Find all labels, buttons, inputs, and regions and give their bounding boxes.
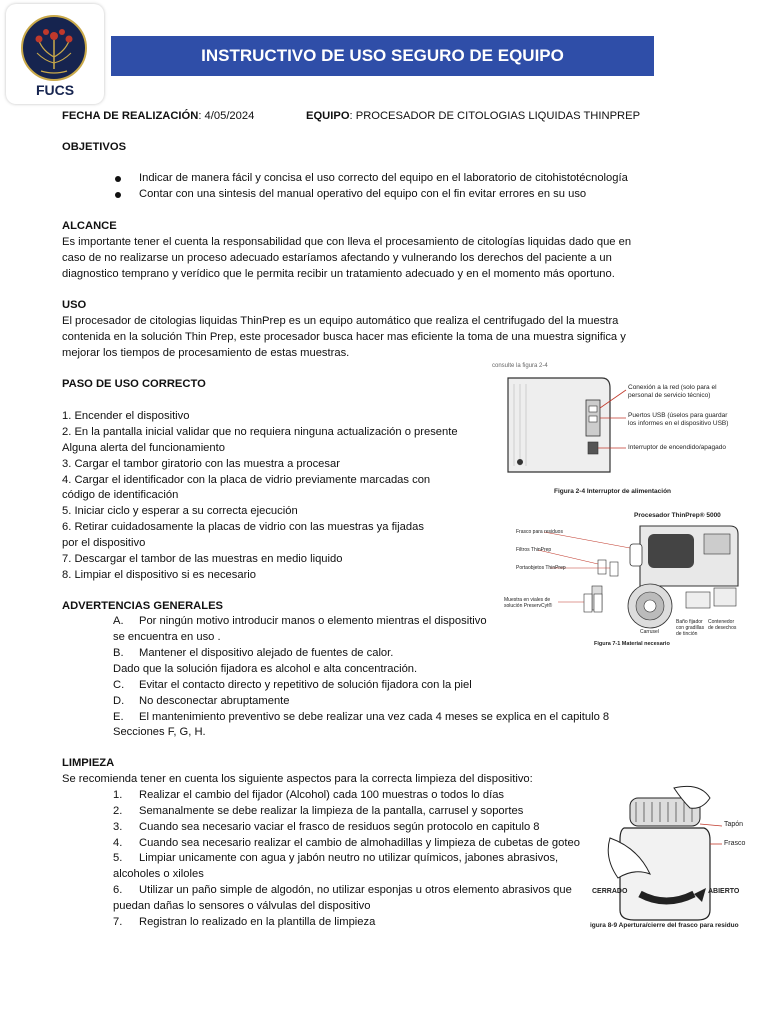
logo-emblem — [21, 15, 87, 81]
list-marker: 6. — [113, 884, 123, 896]
label-waste-container-cont: de desechos — [708, 625, 737, 631]
label-cerrado: CERRADO — [592, 888, 628, 895]
logo-text: FUCS — [35, 82, 75, 98]
figure-device-title: Procesador ThinPrep® 5000 — [634, 512, 721, 519]
figure-caption: Figura 7-1 Material necesario — [594, 641, 670, 647]
limpieza-cont: puedan dañas lo sensores o válvulas del dispositivo — [113, 900, 371, 912]
objetivo-item: Contar con una sintesis del manual operativo del equipo con el fin evitar errores en su uso — [139, 188, 587, 200]
fecha-label: FECHA DE REALIZACIÓN — [62, 110, 199, 122]
objetivos-heading: OBJETIVOS — [62, 141, 127, 153]
list-marker: D. — [113, 695, 125, 707]
paso-line: 3. Cargar el tambor giratorio con las muestra a procesar — [62, 458, 340, 470]
advertencia-item: El mantenimiento preventivo se debe realizar una vez cada 4 meses se explica en el capitulo 8 — [139, 711, 610, 723]
label-fixative-bath-cont: con gradillas — [676, 625, 705, 631]
label-network: Conexión a la red (solo para el — [628, 384, 717, 391]
advertencia-item: Por ningún motivo introducir manos o elemento mientras el dispositivo — [139, 615, 487, 627]
limpieza-heading: LIMPIEZA — [62, 757, 115, 769]
limpieza-intro: Se recomienda tener en cuenta los siguiente aspectos para la correcta limpieza del dispositivo: — [62, 773, 533, 785]
figure-top-fragment: consulte la figura 2-4 — [492, 363, 548, 369]
label-abierto: ABIERTO — [708, 888, 740, 895]
equipo-row — [306, 110, 640, 122]
label-fixative-bath-cont: de tinción — [676, 631, 698, 637]
paso-line: por el dispositivo — [62, 537, 146, 549]
equipo-label: EQUIPO — [306, 110, 350, 122]
pasos-heading: PASO DE USO CORRECTO — [62, 378, 206, 390]
label-carousel: Carrusel — [640, 629, 659, 635]
alcance-line: caso de no realizarse un proceso adecuado estaríamos afectando y vulnerando los derechos del paciente a un — [62, 252, 612, 264]
uso-heading: USO — [62, 299, 87, 311]
advertencias-heading: ADVERTENCIAS GENERALES — [62, 600, 223, 612]
label-filters: Filtros ThinPrep — [516, 547, 552, 553]
figure-materials — [498, 508, 766, 652]
advertencia-cont: Dado que la solución fijadora es alcohol e alta concentración. — [113, 663, 418, 675]
paso-line: Alguna alerta del funcionamiento — [62, 442, 225, 454]
paso-line: 1. Encender el dispositivo — [62, 410, 190, 422]
paso-line: 5. Iniciar ciclo y esperar a su correcta ejecución — [62, 505, 298, 517]
limpieza-cont: alcoholes o xiloles — [113, 868, 204, 880]
fecha-value: : 4/05/2024 — [198, 110, 255, 122]
advertencia-item: Evitar el contacto directo y repetitivo de solución fijadora con la piel — [139, 679, 472, 691]
list-marker: 4. — [113, 837, 123, 849]
limpieza-item: Realizar el cambio del fijador (Alcohol) cada 100 muestras o todos lo días — [139, 789, 505, 801]
paso-line: código de identificación — [62, 489, 179, 501]
page-title: INSTRUCTIVO DE USO SEGURO DE EQUIPO — [111, 36, 654, 76]
alcance-heading: ALCANCE — [62, 220, 117, 232]
list-marker: 7. — [113, 916, 123, 928]
figure-waste-bottle — [590, 778, 768, 938]
limpieza-item: Semanalmente se debe realizar la limpieza de la pantalla, carrusel y soportes — [139, 805, 524, 817]
flower-emblem-icon — [23, 17, 85, 79]
label-fixative-bath: Baño fijador — [676, 619, 703, 625]
list-marker: 5. — [113, 852, 123, 864]
label-waste-container: Contenedor — [708, 619, 735, 625]
list-marker: A. — [113, 615, 124, 627]
list-marker: 2. — [113, 805, 123, 817]
uso-line: contenida en la solución Thin Prep, este procesador busca hacer mas eficiente la toma de una muestra significa y — [62, 331, 626, 343]
device-back-panel-illustration — [490, 362, 760, 502]
list-marker: 3. — [113, 821, 123, 833]
fucs-logo — [6, 4, 104, 104]
advertencia-item: No desconectar abruptamente — [139, 695, 290, 707]
label-vials: Muestra en viales de — [504, 597, 551, 603]
figure-caption: igura 8-9 Apertura/cierre del frasco para residuo — [590, 922, 739, 929]
limpieza-item: Cuando sea necesario vaciar el frasco de residuos según protocolo en capitulo 8 — [139, 821, 540, 833]
limpieza-item: Utilizar un paño simple de algodón, no utilizar esponjas u otros elemento abrasivos que — [139, 884, 572, 896]
label-power-switch: Interruptor de encendido/apagado — [628, 444, 726, 451]
paso-line: 7. Descargar el tambor de las muestras en medio liquido — [62, 553, 343, 565]
paso-line: 8. Limpiar el dispositivo si es necesario — [62, 569, 257, 581]
label-waste-bottle: Frasco para residuos — [516, 529, 563, 535]
list-marker: C. — [113, 679, 125, 691]
advertencia-cont: Secciones F, G, H. — [113, 726, 206, 738]
equipo-value: : PROCESADOR DE CITOLOGIAS LIQUIDAS THINPREP — [349, 110, 641, 122]
bullet-dot — [115, 176, 121, 182]
figure-power-switch — [490, 362, 760, 502]
figure-caption: Figura 2-4 Interruptor de alimentación — [554, 488, 672, 495]
limpieza-item: Cuando sea necesario realizar el cambio de almohadillas y limpieza de cubetas de goteo — [139, 837, 580, 849]
list-marker: B. — [113, 647, 124, 659]
uso-line: mejorar los tiempos de procesamiento de estas muestras. — [62, 347, 350, 359]
label-frasco: Frasco — [724, 840, 746, 847]
uso-line: El procesador de citologias liquidas ThinPrep es un equipo automático que realiza el centrifugado del la muestra — [62, 315, 619, 327]
limpieza-item: Limpiar unicamente con agua y jabón neutro no utilizar químicos, jabones abrasivos, — [139, 852, 559, 864]
alcance-line: Es importante tener el cuenta la responsabilidad que con lleva el procesamiento de citologías liquidas dado que en — [62, 236, 632, 248]
advertencia-item: Mantener el dispositivo alejado de fuentes de calor. — [139, 647, 394, 659]
label-slides: Portaobjetos ThinPrep — [516, 565, 566, 571]
label-usb-cont: los informes en el dispositivo USB) — [628, 420, 729, 427]
fecha-row — [62, 110, 254, 122]
paso-line: 2. En la pantalla inicial validar que no requiera ninguna actualización o presente — [62, 426, 458, 438]
paso-line: 4. Cargar el identificador con la placa de vidrio previamente marcadas con — [62, 474, 431, 486]
advertencia-cont: se encuentra en uso . — [113, 631, 221, 643]
label-tapon: Tapón — [724, 821, 744, 828]
alcance-line: diagnostico temprano y verídico que le permita recibir un tratamiento adecuado y en el momento más oportuno. — [62, 268, 615, 280]
list-marker: E. — [113, 711, 124, 723]
label-usb: Puertos USB (úselos para guardar — [628, 412, 728, 419]
label-vials-cont: solución PreservCyt® — [504, 603, 553, 609]
bottle-open-close-illustration — [590, 778, 768, 938]
objetivo-item: Indicar de manera fácil y concisa el uso correcto del equipo en el laboratorio de citohistotécnología — [139, 172, 628, 184]
paso-line: 6. Retirar cuidadosamente la placas de vidrio con las muestras ya fijadas — [62, 521, 424, 533]
bullet-dot — [115, 192, 121, 198]
label-network-cont: personal de servicio técnico) — [628, 392, 711, 399]
limpieza-item: Registran lo realizado en la plantilla de limpieza — [139, 916, 376, 928]
list-marker: 1. — [113, 789, 123, 801]
